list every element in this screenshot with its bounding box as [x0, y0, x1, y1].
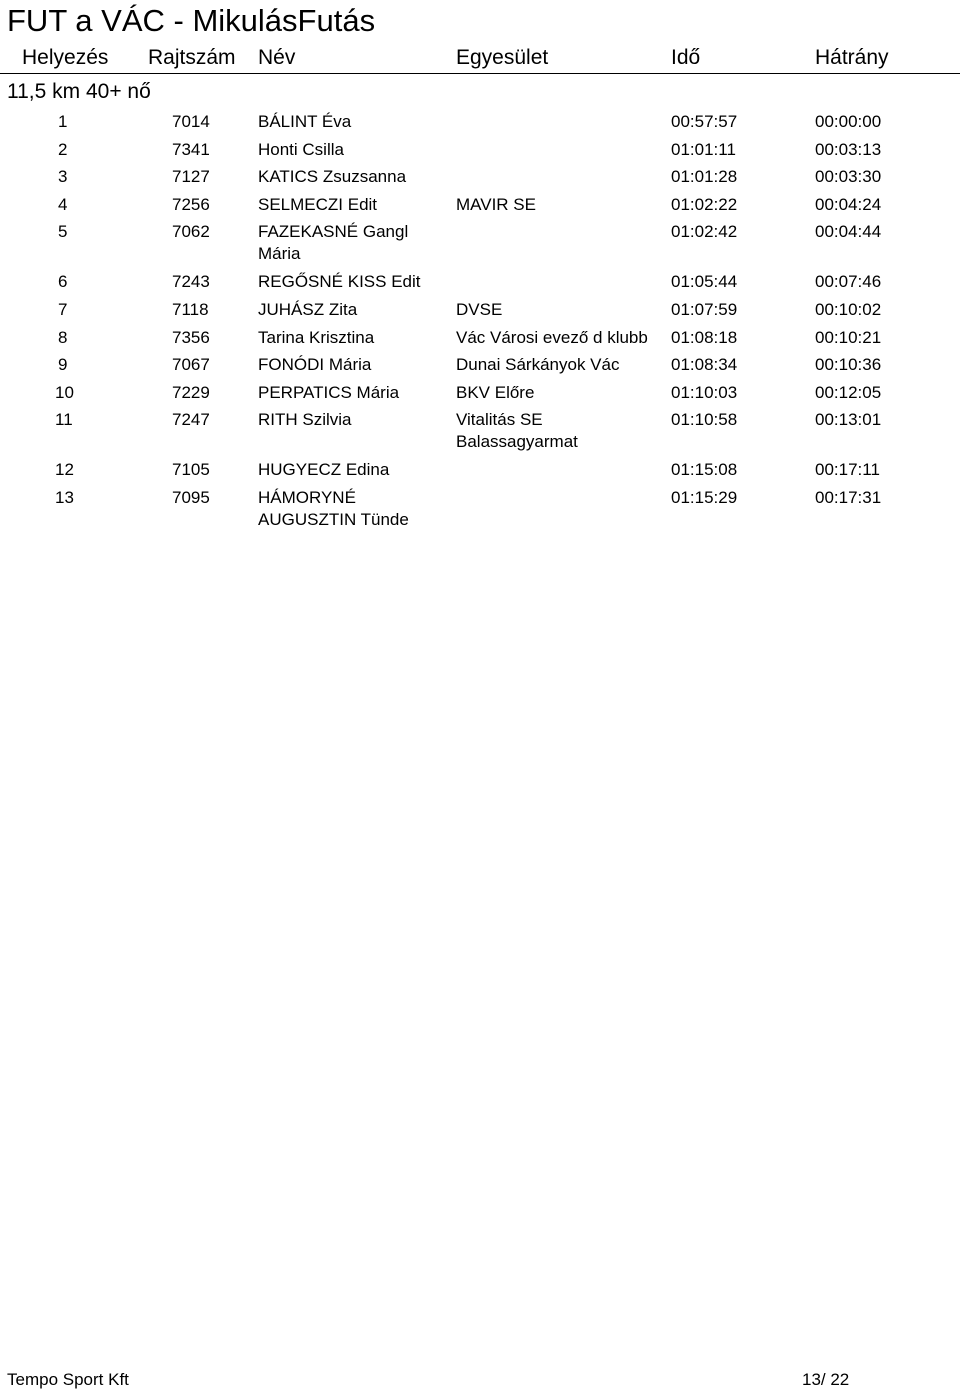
bib-cell: 7118	[172, 300, 209, 319]
time-cell: 01:10:58	[671, 410, 738, 429]
time-cell: 01:08:34	[671, 355, 738, 374]
club-cell: BKV Előre	[456, 383, 535, 402]
behind-cell: 00:12:05	[815, 383, 882, 402]
time-cell: 01:02:22	[671, 195, 738, 214]
rank-cell: 2	[58, 140, 68, 159]
rank-cell: 10	[55, 383, 74, 402]
rank-cell: 6	[58, 272, 68, 291]
time-cell: 01:15:29	[671, 488, 738, 507]
behind-cell: 00:17:31	[815, 488, 882, 507]
name-cell: FONÓDI Mária	[258, 355, 372, 374]
behind-cell: 00:00:00	[815, 112, 882, 131]
column-header-name: Név	[258, 46, 296, 69]
behind-cell: 00:07:46	[815, 272, 882, 291]
time-cell: 01:10:03	[671, 383, 738, 402]
rank-cell: 12	[55, 460, 74, 479]
bib-cell: 7067	[172, 355, 210, 374]
name-cell: Honti Csilla	[258, 140, 344, 159]
rank-cell: 5	[58, 222, 68, 241]
behind-cell: 00:03:30	[815, 167, 882, 186]
rank-cell: 4	[58, 195, 68, 214]
category-heading: 11,5 km 40+ nő	[7, 80, 151, 103]
bib-cell: 7105	[172, 460, 210, 479]
column-header-club: Egyesület	[456, 46, 549, 69]
column-header-bib: Rajtszám	[148, 46, 236, 69]
bib-cell: 7229	[172, 383, 210, 402]
footer-company: Tempo Sport Kft	[7, 1370, 129, 1389]
bib-cell: 7256	[172, 195, 210, 214]
time-cell: 01:15:08	[671, 460, 738, 479]
behind-cell: 00:10:02	[815, 300, 882, 319]
column-header-place: Helyezés	[22, 46, 109, 69]
rank-cell: 9	[58, 355, 68, 374]
column-header-time: Idő	[671, 46, 701, 69]
footer-page-number: 13/ 22	[802, 1370, 850, 1389]
club-cell: Dunai Sárkányok Vác	[456, 355, 620, 374]
column-header-behind: Hátrány	[815, 46, 889, 69]
rank-cell: 11	[55, 410, 73, 429]
club-cell: DVSE	[456, 300, 503, 319]
name-cell: BÁLINT Éva	[258, 112, 352, 131]
behind-cell: 00:04:44	[815, 222, 882, 241]
time-cell: 01:02:42	[671, 222, 738, 241]
header-divider	[0, 73, 960, 74]
bib-cell: 7243	[172, 272, 210, 291]
rank-cell: 13	[55, 488, 74, 507]
club-cell: Vác Városi evező d klubb	[456, 328, 648, 347]
bib-cell: 7127	[172, 167, 210, 186]
name-cell: KATICS Zsuzsanna	[258, 167, 407, 186]
rank-cell: 1	[58, 112, 68, 131]
name-cell: HÁMORYNÉ AUGUSZTIN Tünde	[258, 488, 409, 529]
behind-cell: 00:10:36	[815, 355, 882, 374]
behind-cell: 00:13:01	[815, 410, 882, 429]
time-cell: 01:01:28	[671, 167, 738, 186]
name-cell: HUGYECZ Edina	[258, 460, 390, 479]
behind-cell: 00:04:24	[815, 195, 882, 214]
time-cell: 00:57:57	[671, 112, 738, 131]
time-cell: 01:05:44	[671, 272, 738, 291]
name-cell: FAZEKASNÉ Gangl Mária	[258, 222, 409, 263]
bib-cell: 7014	[172, 112, 210, 131]
bib-cell: 7062	[172, 222, 210, 241]
page-title: FUT a VÁC - MikulásFutás	[7, 3, 376, 38]
name-cell: JUHÁSZ Zita	[258, 300, 358, 319]
name-cell: Tarina Krisztina	[258, 328, 375, 347]
time-cell: 01:08:18	[671, 328, 738, 347]
bib-cell: 7095	[172, 488, 210, 507]
rank-cell: 7	[58, 300, 68, 319]
time-cell: 01:07:59	[671, 300, 738, 319]
name-cell: SELMECZI Edit	[258, 195, 378, 214]
behind-cell: 00:10:21	[815, 328, 882, 347]
club-cell: Vitalitás SE Balassagyarmat	[456, 410, 578, 451]
behind-cell: 00:17:11	[815, 460, 880, 479]
behind-cell: 00:03:13	[815, 140, 882, 159]
rank-cell: 8	[58, 328, 68, 347]
bib-cell: 7341	[172, 140, 210, 159]
club-cell: MAVIR SE	[456, 195, 536, 214]
bib-cell: 7356	[172, 328, 210, 347]
bib-cell: 7247	[172, 410, 210, 429]
rank-cell: 3	[58, 167, 68, 186]
name-cell: REGŐSNÉ KISS Edit	[258, 272, 421, 291]
name-cell: PERPATICS Mária	[258, 383, 400, 402]
name-cell: RITH Szilvia	[258, 410, 352, 429]
column-header-row	[0, 44, 960, 74]
time-cell: 01:01:11	[671, 140, 736, 159]
